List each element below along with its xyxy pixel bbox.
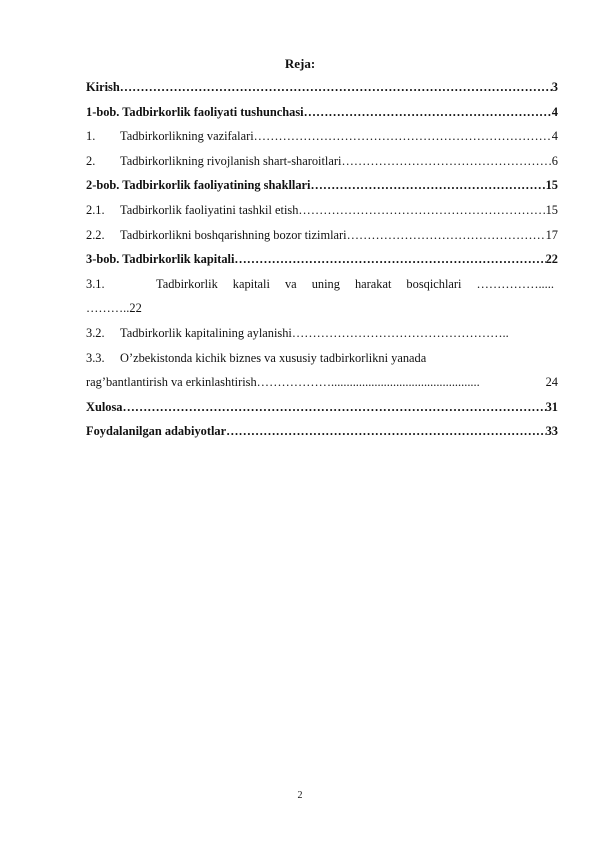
toc-entry-section-2 xyxy=(86,154,558,179)
toc-entry-number: 2.2. xyxy=(86,227,105,242)
toc-word: Tadbirkorlik xyxy=(156,276,218,291)
toc-entry-label: Tadbirkorlikni boshqarishning bozor tizimlari xyxy=(120,227,347,242)
toc-leader-dots xyxy=(298,203,545,218)
toc-leader-dots xyxy=(310,178,545,193)
toc-leader-dots: …………………………………………….. xyxy=(291,325,509,340)
toc-entry-page: 24 xyxy=(545,375,558,390)
toc-entry-section-3-3 xyxy=(86,351,558,376)
toc-entry-number: 3.3. xyxy=(86,350,105,365)
toc-entry-number: 1. xyxy=(86,129,96,144)
toc-leader-dots xyxy=(234,252,545,267)
toc-entry-number: 3.1. xyxy=(86,276,105,291)
toc-leader-dots xyxy=(341,154,551,169)
toc-leader-dots xyxy=(254,129,552,144)
toc-entry-label: Foydalanilgan adabiyotlar xyxy=(86,424,227,439)
toc-entry-page: 33 xyxy=(545,424,558,439)
toc-word: va xyxy=(284,276,297,291)
toc-entry-label: Kirish xyxy=(86,80,120,94)
toc-word: bosqichlari xyxy=(406,276,462,291)
toc-leader-dots: ……………..... xyxy=(476,276,554,291)
toc-entry-section-3-3-continuation xyxy=(86,375,558,400)
toc-word: uning xyxy=(311,276,340,291)
toc-leader-dots xyxy=(120,80,552,95)
table-of-contents xyxy=(86,80,558,449)
page-number: 2 xyxy=(297,790,303,801)
toc-entry-section-3-1 xyxy=(86,277,558,302)
toc-entry-page: 15 xyxy=(545,202,558,217)
toc-entry-page: 3 xyxy=(551,80,558,94)
toc-entry-section-1 xyxy=(86,129,558,154)
toc-entry-label xyxy=(156,277,558,292)
toc-entry-page: 17 xyxy=(545,227,558,242)
toc-entry-label: Tadbirkorlik faoliyatini tashkil etish xyxy=(120,202,299,217)
toc-entry-chapter-3 xyxy=(86,252,558,277)
toc-entry-label: rag’bantlantirish va erkinlashtirish xyxy=(86,375,257,390)
toc-entry-chapter-1 xyxy=(86,105,558,130)
toc-leader-dots xyxy=(123,400,546,415)
toc-word: kapitali xyxy=(232,276,270,291)
toc-entry-label: Tadbirkorlikning rivojlanish shart-sharoitlari xyxy=(120,153,342,168)
toc-entry-page: 22 xyxy=(545,252,558,267)
toc-entry-chapter-2 xyxy=(86,178,558,203)
toc-entry-number: 3.2. xyxy=(86,325,105,340)
toc-entry-label: Tadbirkorlikning vazifalari xyxy=(120,129,254,144)
toc-leader-dots xyxy=(226,424,546,439)
toc-leader-dots: ………………................................................ xyxy=(256,375,480,390)
toc-entry-section-3-2 xyxy=(86,326,558,351)
toc-entry-page: 15 xyxy=(545,178,558,193)
toc-entry-label: 3-bob. Tadbirkorlik kapitali xyxy=(86,252,235,267)
toc-entry-label: O’zbekistonda kichik biznes va xususiy tadbirkorlikni yanada xyxy=(120,350,427,365)
toc-entry-section-3-1-continuation xyxy=(86,301,558,326)
toc-entry-page: 4 xyxy=(551,129,558,144)
toc-entry-label: 2-bob. Tadbirkorlik faoliyatining shakllari xyxy=(86,178,311,193)
toc-entry-page: 6 xyxy=(551,153,558,168)
toc-entry-page: 4 xyxy=(551,104,558,119)
toc-entry-number: 2.1. xyxy=(86,202,105,217)
page-title: Reja: xyxy=(284,56,316,71)
toc-entry-page: 31 xyxy=(545,399,558,414)
toc-word: harakat xyxy=(354,276,392,291)
toc-leader-dots xyxy=(347,228,546,243)
toc-entry-page: ………..22 xyxy=(86,301,142,316)
toc-entry-number: 2. xyxy=(86,153,96,168)
toc-entry-label: Tadbirkorlik kapitalining aylanishi xyxy=(120,325,292,340)
toc-entry-section-2-1 xyxy=(86,203,558,228)
toc-entry-section-2-2 xyxy=(86,228,558,253)
toc-entry-references xyxy=(86,424,558,449)
toc-entry-introduction xyxy=(86,80,558,105)
toc-entry-label: Xulosa xyxy=(86,399,123,414)
toc-leader-dots xyxy=(304,105,552,120)
toc-entry-label: 1-bob. Tadbirkorlik faoliyati tushunchasi xyxy=(86,104,304,119)
toc-entry-conclusion xyxy=(86,400,558,425)
